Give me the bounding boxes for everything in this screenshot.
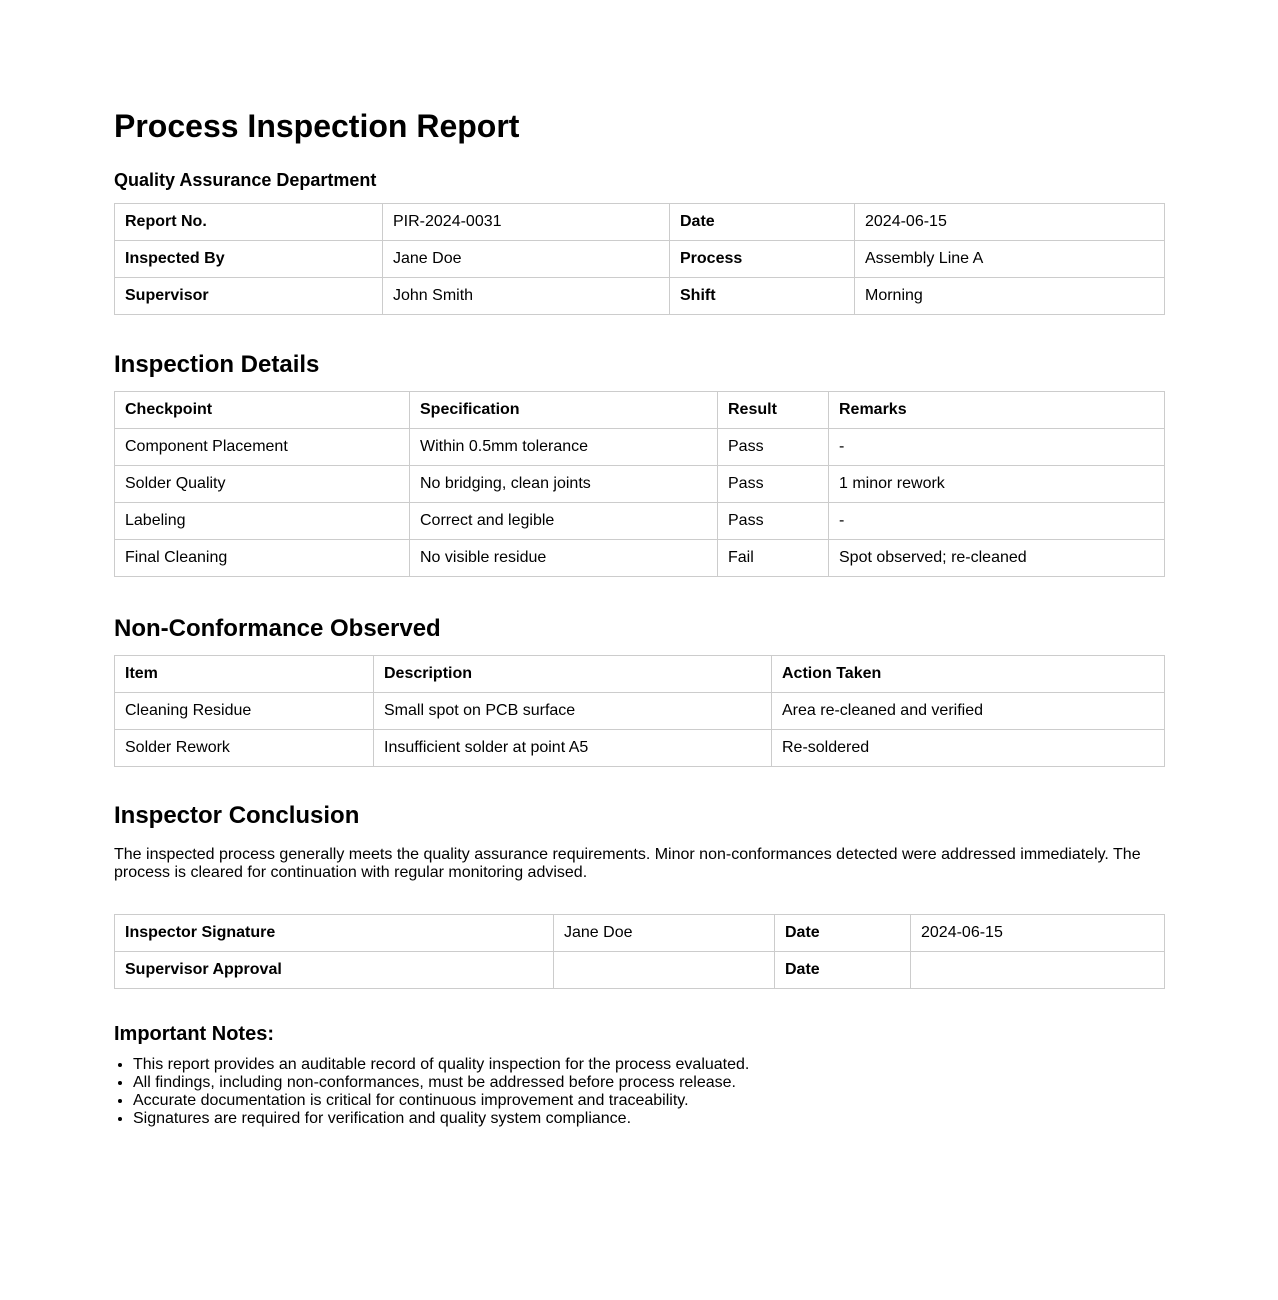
table-row (115, 278, 1165, 315)
table-cell: Area re-cleaned and verified (772, 693, 1165, 730)
column-header: Remarks (829, 392, 1165, 429)
inspector-date-value: 2024-06-15 (911, 915, 1165, 952)
table-cell: No visible residue (410, 540, 718, 577)
column-header: Result (718, 392, 829, 429)
notes-list (114, 1056, 1163, 1128)
inspection-details-table (114, 391, 1165, 577)
table-cell: - (829, 503, 1165, 540)
list-item: • Signatures are required for verification and quality system compliance. (133, 1110, 1163, 1128)
table-header-row (115, 392, 1165, 429)
column-header: Specification (410, 392, 718, 429)
conclusion-heading: Inspector Conclusion (114, 802, 360, 829)
table-cell: Solder Rework (115, 730, 374, 767)
table-cell: Small spot on PCB surface (374, 693, 772, 730)
table-cell: Final Cleaning (115, 540, 410, 577)
department-subtitle: Quality Assurance Department (114, 170, 377, 190)
supervisor-date-value (911, 952, 1165, 989)
conclusion-text: The inspected process generally meets the quality assurance requirements. Minor non-conformances detected were addressed immediately. The process is cleared for continuation with regular monitoring advised. (114, 846, 1141, 881)
table-cell: Within 0.5mm tolerance (410, 429, 718, 466)
table-row (115, 730, 1165, 767)
inspected-by-label: Inspected By (115, 241, 383, 278)
report-info-table (114, 203, 1165, 315)
table-cell: Correct and legible (410, 503, 718, 540)
shift-value: Morning (855, 278, 1165, 315)
list-item: • This report provides an auditable record of quality inspection for the process evaluated. (133, 1056, 1163, 1074)
table-header-row (115, 656, 1165, 693)
table-cell: - (829, 429, 1165, 466)
supervisor-value: John Smith (383, 278, 670, 315)
list-item: • All findings, including non-conformances, must be addressed before process release. (133, 1074, 1163, 1092)
process-value: Assembly Line A (855, 241, 1165, 278)
shift-label: Shift (670, 278, 855, 315)
table-row (115, 241, 1165, 278)
page-title: Process Inspection Report (114, 108, 520, 144)
table-row (115, 204, 1165, 241)
table-cell: Solder Quality (115, 466, 410, 503)
date-label: Date (670, 204, 855, 241)
supervisor-label: Supervisor (115, 278, 383, 315)
table-row (115, 915, 1165, 952)
nonconformance-heading: Non-Conformance Observed (114, 615, 441, 642)
table-cell: Insufficient solder at point A5 (374, 730, 772, 767)
table-row (115, 540, 1165, 577)
column-header: Item (115, 656, 374, 693)
table-row (115, 693, 1165, 730)
process-label: Process (670, 241, 855, 278)
table-cell: Component Placement (115, 429, 410, 466)
inspection-details-heading: Inspection Details (114, 351, 320, 378)
table-cell: Pass (718, 466, 829, 503)
table-row (115, 952, 1165, 989)
date-value: 2024-06-15 (855, 204, 1165, 241)
list-item: • Accurate documentation is critical for continuous improvement and traceability. (133, 1092, 1163, 1110)
inspector-signature-label: Inspector Signature (115, 915, 554, 952)
supervisor-approval-value (554, 952, 775, 989)
table-cell: Spot observed; re-cleaned (829, 540, 1165, 577)
nonconformance-table (114, 655, 1165, 767)
inspector-date-label: Date (775, 915, 911, 952)
supervisor-date-label: Date (775, 952, 911, 989)
inspector-signature-value: Jane Doe (554, 915, 775, 952)
table-cell: Cleaning Residue (115, 693, 374, 730)
table-cell: Pass (718, 429, 829, 466)
table-row (115, 429, 1165, 466)
table-cell: No bridging, clean joints (410, 466, 718, 503)
column-header: Description (374, 656, 772, 693)
table-row (115, 503, 1165, 540)
report-no-label: Report No. (115, 204, 383, 241)
report-no-value: PIR-2024-0031 (383, 204, 670, 241)
signature-table (114, 914, 1165, 989)
column-header: Action Taken (772, 656, 1165, 693)
table-cell: Fail (718, 540, 829, 577)
table-cell: Re-soldered (772, 730, 1165, 767)
column-header: Checkpoint (115, 392, 410, 429)
supervisor-approval-label: Supervisor Approval (115, 952, 554, 989)
inspected-by-value: Jane Doe (383, 241, 670, 278)
table-cell: Pass (718, 503, 829, 540)
notes-heading: Important Notes: (114, 1023, 274, 1045)
table-cell: Labeling (115, 503, 410, 540)
table-cell: 1 minor rework (829, 466, 1165, 503)
table-row (115, 466, 1165, 503)
